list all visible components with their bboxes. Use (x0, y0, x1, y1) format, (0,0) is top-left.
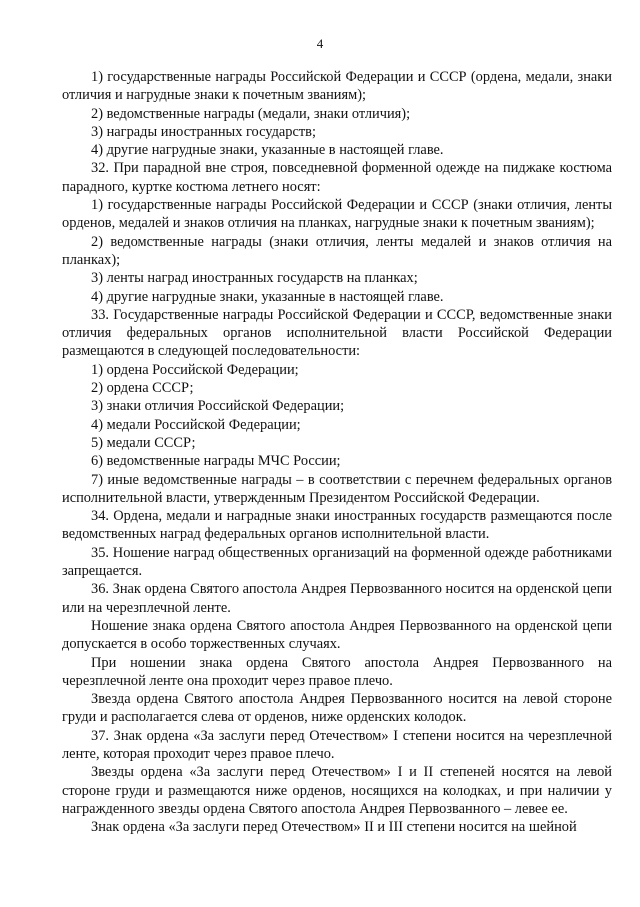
paragraph: 2) ведомственные награды (медали, знаки отличия); (91, 105, 411, 122)
paragraph: 1) государственные награды Российской Федерации и СССР (ордена, медали, знаки отличия и нагрудные знаки к почетным званиям); (62, 69, 612, 104)
paragraph: Звезда ордена Святого апостола Андрея Первозванного носится на левой стороне груди и располагается слева от орденов, ниже орденских колодок. (62, 691, 612, 726)
paragraph: При ношении знака ордена Святого апостола Андрея Первозванного на черезплечной ленте она проходит через правое плечо. (62, 654, 612, 689)
paragraph: 1) ордена Российской Федерации; (91, 361, 299, 378)
paragraph: 7) иные ведомственные награды – в соответствии с перечнем федеральных органов исполнительной власти, утвержденным Президентом Российской Федерации. (62, 471, 612, 506)
paragraph: 32. При парадной вне строя, повседневной форменной одежде на пиджаке костюма парадного, куртке костюма летнего носят: (62, 160, 612, 195)
paragraph: 1) государственные награды Российской Федерации и СССР (знаки отличия, ленты орденов, медалей и знаков отличия на планках, нагрудные знаки к почетным званиям); (62, 197, 612, 232)
paragraph: 3) ленты наград иностранных государств на планках; (91, 270, 418, 287)
paragraph: Знак ордена «За заслуги перед Отечеством» II и III степени носится на шейной (91, 819, 577, 836)
paragraph: 2) ведомственные награды (знаки отличия, ленты медалей и знаков отличия на планках); (62, 233, 612, 268)
paragraph: 33. Государственные награды Российской Федерации и СССР, ведомственные знаки отличия федеральных органов исполнительной власти Российской Федерации размещаются в следующей последовательности: (62, 306, 612, 360)
paragraph: 4) другие нагрудные знаки, указанные в настоящей главе. (91, 288, 444, 305)
paragraph: 3) награды иностранных государств; (91, 123, 316, 140)
paragraph: 36. Знак ордена Святого апостола Андрея Первозванного носится на орденской цепи или на черезплечной ленте. (62, 581, 612, 616)
document-body (62, 68, 612, 836)
page-number: 4 (316, 36, 324, 51)
paragraph: 4) другие нагрудные знаки, указанные в настоящей главе. (91, 142, 444, 159)
paragraph: 3) знаки отличия Российской Федерации; (91, 398, 345, 415)
paragraph: 35. Ношение наград общественных организаций на форменной одежде работниками запрещается. (62, 544, 612, 580)
paragraph: 5) медали СССР; (91, 434, 196, 451)
paragraph: 2) ордена СССР; (91, 380, 194, 397)
paragraph: Ношение знака ордена Святого апостола Андрея Первозванного на орденской цепи допускается в особо торжественных случаях. (62, 617, 612, 653)
paragraph: 37. Знак ордена «За заслуги перед Отечеством» I степени носится на черезплечной ленте, которая проходит через правое плечо. (62, 727, 612, 762)
paragraph: Звезды ордена «За заслуги перед Отечеством» I и II степеней носятся на левой стороне груди и размещаются ниже орденов, носящихся на колодках, и при наличии у награжденного звезды ордена Святого апостола Андрея Первозванного – левее ее. (62, 764, 612, 817)
paragraph: 34. Ордена, медали и наградные знаки иностранных государств размещаются после ведомственных наград федеральных органов исполнительной власти. (62, 508, 612, 543)
paragraph: 6) ведомственные награды МЧС России; (91, 453, 341, 470)
paragraph: 4) медали Российской Федерации; (91, 416, 301, 433)
